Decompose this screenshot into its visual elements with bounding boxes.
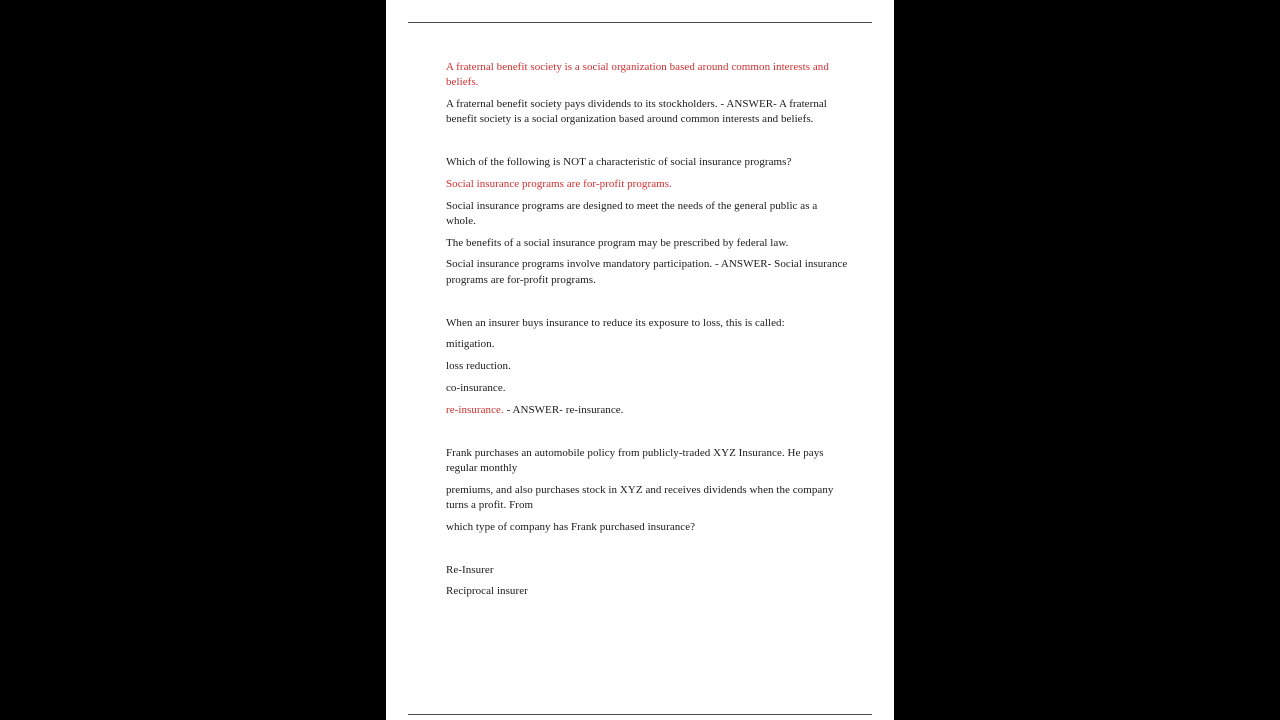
option-text-c: The benefits of a social insurance program may be prescribed by federal law.: [446, 236, 789, 249]
question-text: When an insurer buys insurance to reduce its exposure to loss, this is called:: [446, 316, 785, 329]
qa-block-fraternal-benefit-society: [446, 60, 850, 127]
paragraph-spacer: [446, 535, 850, 563]
option-answer-text: Social insurance programs involve mandatory participation. - ANSWER- Social insurance programs are for-profit programs.: [446, 258, 848, 286]
document-page: [386, 0, 894, 720]
page-footer-rule: [408, 714, 872, 715]
page-header-rule: [408, 22, 872, 23]
option-text-b: Social insurance programs are designed to meet the needs of the general public as a whole.: [446, 199, 818, 227]
question-stem-part-3: which type of company has Frank purchased insurance?: [446, 520, 696, 533]
option-text-b: loss reduction.: [446, 360, 511, 373]
answer-suffix-text: - ANSWER- re-insurance.: [503, 403, 624, 416]
option-highlight-text: Social insurance programs are for-profit programs.: [446, 178, 672, 191]
option-answer-line: [446, 403, 850, 418]
question-stem-part-1: Frank purchases an automobile policy from publicly-traded XYZ Insurance. He pays regular monthly: [446, 446, 824, 474]
question-answer-text: A fraternal benefit society pays dividends to its stockholders. - ANSWER- A fraternal benefit society is a social organization based around common interests and beliefs.: [446, 97, 827, 126]
question-text: Which of the following is NOT a characteristic of social insurance programs?: [446, 156, 792, 169]
option-text-a: mitigation.: [446, 338, 495, 351]
qa-block-social-insurance-programs: [446, 155, 850, 287]
question-stem-part-2: premiums, and also purchases stock in XYZ and receives dividends when the company turns a profit. From: [446, 483, 834, 511]
qa-block-frank-xyz-insurance: [446, 446, 850, 600]
qa-block-insurer-buys-insurance: [446, 316, 850, 418]
answer-highlight-text: A fraternal benefit society is a social organization based around common interests and beliefs.: [446, 61, 829, 89]
option-text-c: co-insurance.: [446, 381, 506, 394]
option-text-a: Re-Insurer: [446, 563, 494, 576]
option-highlight-text: re-insurance.: [446, 403, 504, 416]
option-text-b: Reciprocal insurer: [446, 585, 528, 598]
document-content: [446, 60, 850, 600]
